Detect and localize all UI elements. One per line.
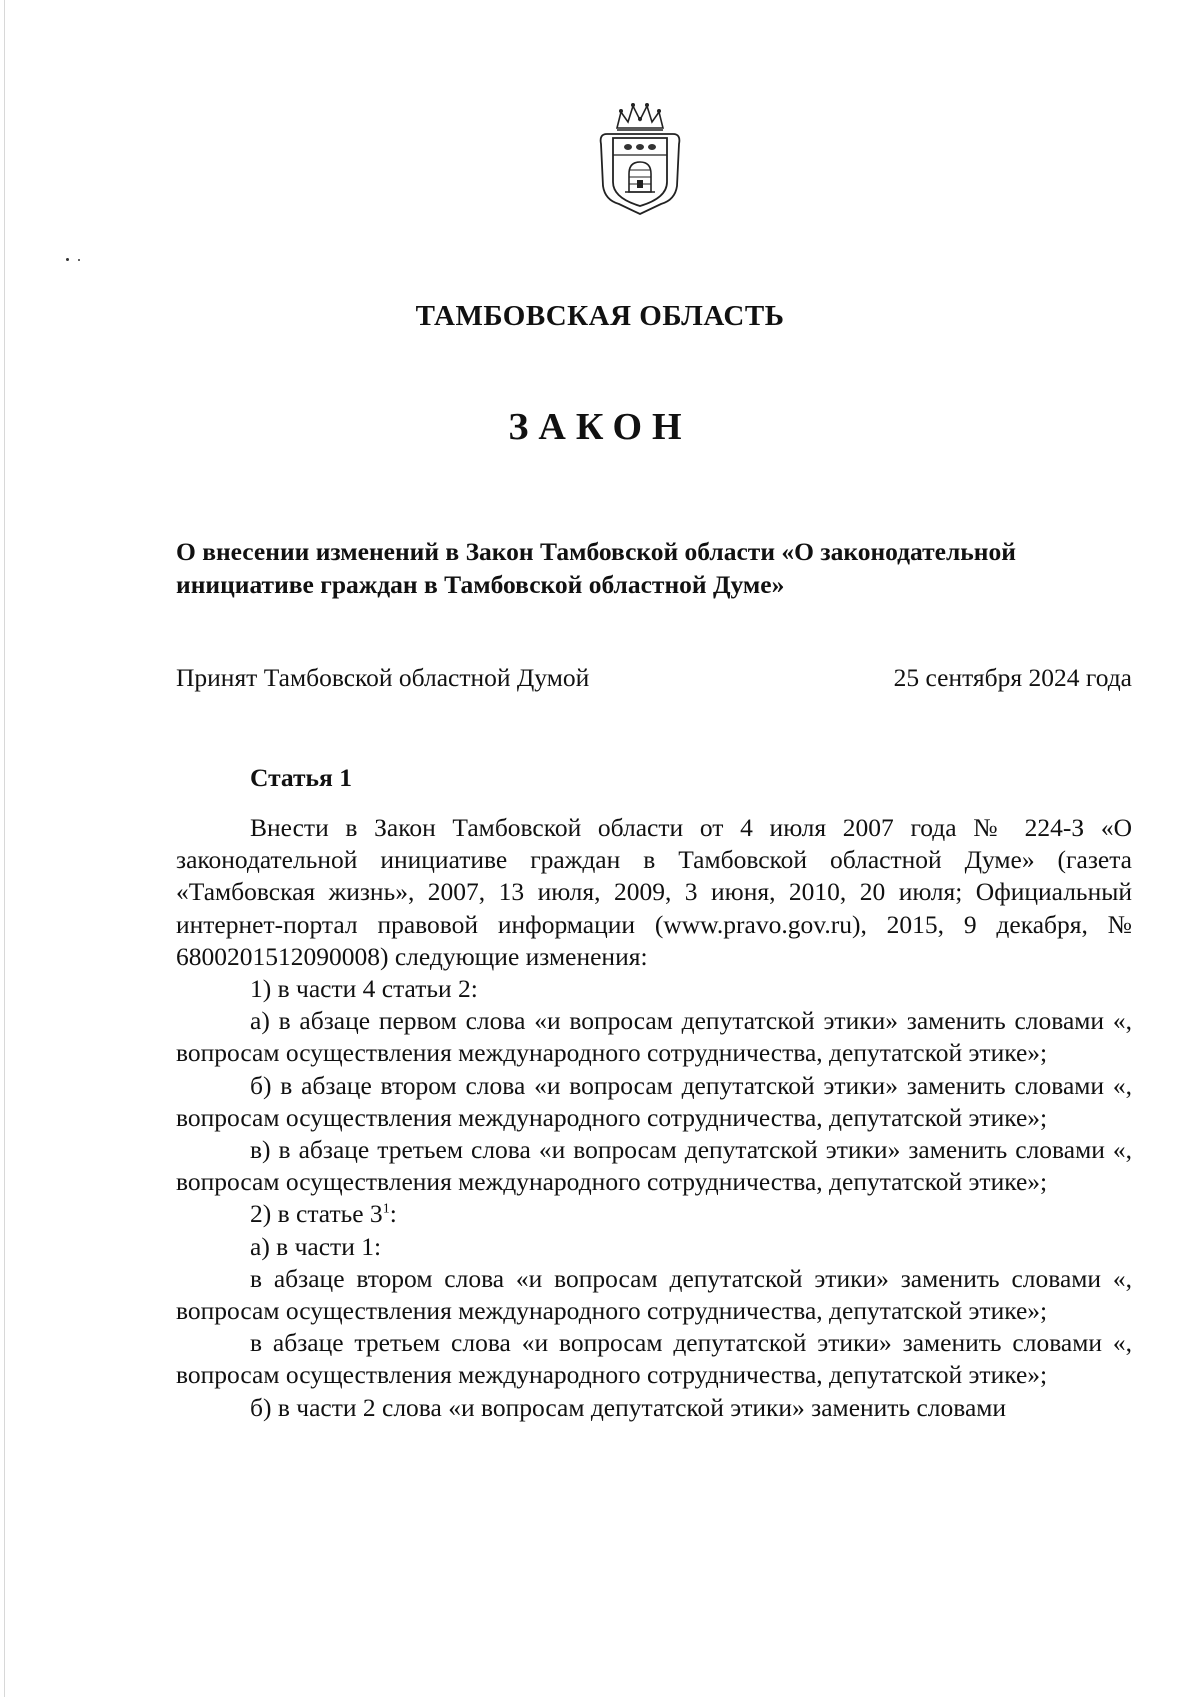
adoption-line: [176, 663, 1132, 693]
scan-edge-line: [4, 0, 5, 1697]
scan-speck: [78, 259, 80, 261]
article-paragraph: в абзаце третьем слова «и вопросам депутатской этики» заменить словами «, вопросам осуществления международного сотрудничества, депутатской этике»;: [176, 1328, 1132, 1390]
adopted-by-text: Принят Тамбовской областной Думой: [176, 663, 590, 692]
law-title: О внесении изменений в Закон Тамбовской области «О законодательной инициативе граждан в Тамбовской областной Думе»: [176, 537, 1016, 599]
article-number-superscript: 1: [382, 1201, 390, 1217]
article-heading: Статья 1: [250, 763, 352, 792]
article-paragraph: 1) в части 4 статьи 2:: [250, 974, 478, 1004]
article-paragraph: в абзаце втором слова «и вопросам депутатской этики» заменить словами «, вопросам осуществления международного сотрудничества, депутатской этике»;: [176, 1263, 1132, 1326]
article-body: [176, 812, 1132, 1424]
article-paragraph: а) в абзаце первом слова «и вопросам депутатской этики» заменить словами «, вопросам осуществления международного сотрудничества, депутатской этике»;: [176, 1006, 1132, 1068]
article-paragraph: в) в абзаце третьем слова «и вопросам депутатской этики» заменить словами «, вопросам осуществления международного сотрудничества, депутатской этике»;: [176, 1135, 1132, 1197]
adoption-date: 25 сентября 2024 года: [893, 663, 1132, 692]
article-paragraph: б) в части 2 слова «и вопросам депутатской этики» заменить словами: [250, 1392, 1007, 1422]
document-type-heading: ЗАКОН: [508, 406, 692, 448]
article-paragraph: [176, 1198, 1132, 1230]
article-paragraph: Внести в Закон Тамбовской области от 4 июля 2007 года № 224-З «О законодательной инициативе граждан в Тамбовской областной Думе» (газета «Тамбовская жизнь», 2007, 13 июля, 2009, 3 июня, 2010, 20 июля; Официальный интернет-портал правовой информации (www.pravo.gov.ru), 2015, 9 декабря, № 6800201512090008) следующие изменения:: [176, 813, 1132, 971]
scan-speck: [66, 258, 69, 261]
article-paragraph: а) в части 1:: [250, 1231, 382, 1261]
paragraph-colon: :: [389, 1199, 397, 1229]
coat-of-arms-emblem: [595, 100, 685, 218]
article-paragraph: б) в абзаце втором слова «и вопросам депутатской этики» заменить словами «, вопросам осуществления международного сотрудничества, депутатской этике»;: [176, 1070, 1132, 1132]
region-heading: ТАМБОВСКАЯ ОБЛАСТЬ: [415, 300, 785, 332]
paragraph-text: 2) в статье 3: [250, 1199, 383, 1229]
